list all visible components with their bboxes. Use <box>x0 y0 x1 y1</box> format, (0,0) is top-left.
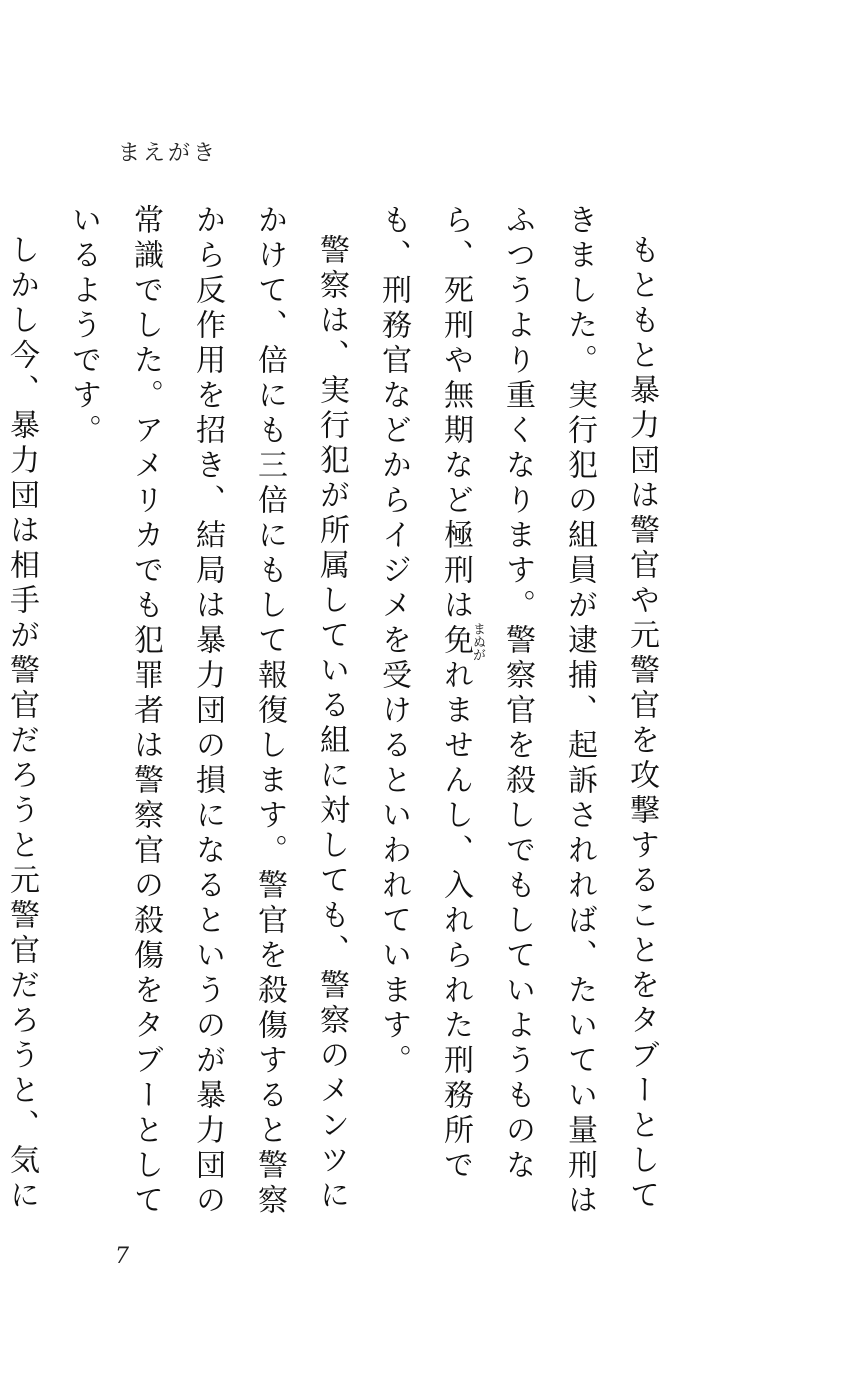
furigana: まぬが <box>470 622 485 661</box>
running-head: まえがき <box>118 141 219 166</box>
text-segment: 警察は、実行犯が所属している組に対しても、警察のメンツにかけて、倍にも三倍にもして報復します。警官を殺傷すると警察から反作用を招き、結局は暴力団の損になるというのが暴力団の常識でした。アメリカでも犯罪者は警察官の殺傷をタブーとしているようです。 <box>66 204 349 1219</box>
paragraph <box>52 204 362 1224</box>
paragraph <box>362 204 672 1224</box>
body-text <box>4 204 672 1224</box>
paragraph <box>0 204 52 1224</box>
text-segment: れませんし、入れられた刑務所でも、刑務官などからイジメを受けるといわれています。 <box>376 204 473 1184</box>
text-segment: もともと暴力団は警官や元警官を攻撃することをタブーとしてきました。実行犯の組員が逮捕、起訴されれば、たいてい量刑はふつうより重くなります。警察官を殺しでもしていようものなら、死刑や無期など極刑は <box>438 204 659 1219</box>
text-segment: しかし今、暴力団は相手が警官だろうと元警官だろうと、気に <box>4 234 39 1214</box>
page-number: 7 <box>115 1244 129 1269</box>
ruby-word: 免まぬが <box>438 622 485 661</box>
